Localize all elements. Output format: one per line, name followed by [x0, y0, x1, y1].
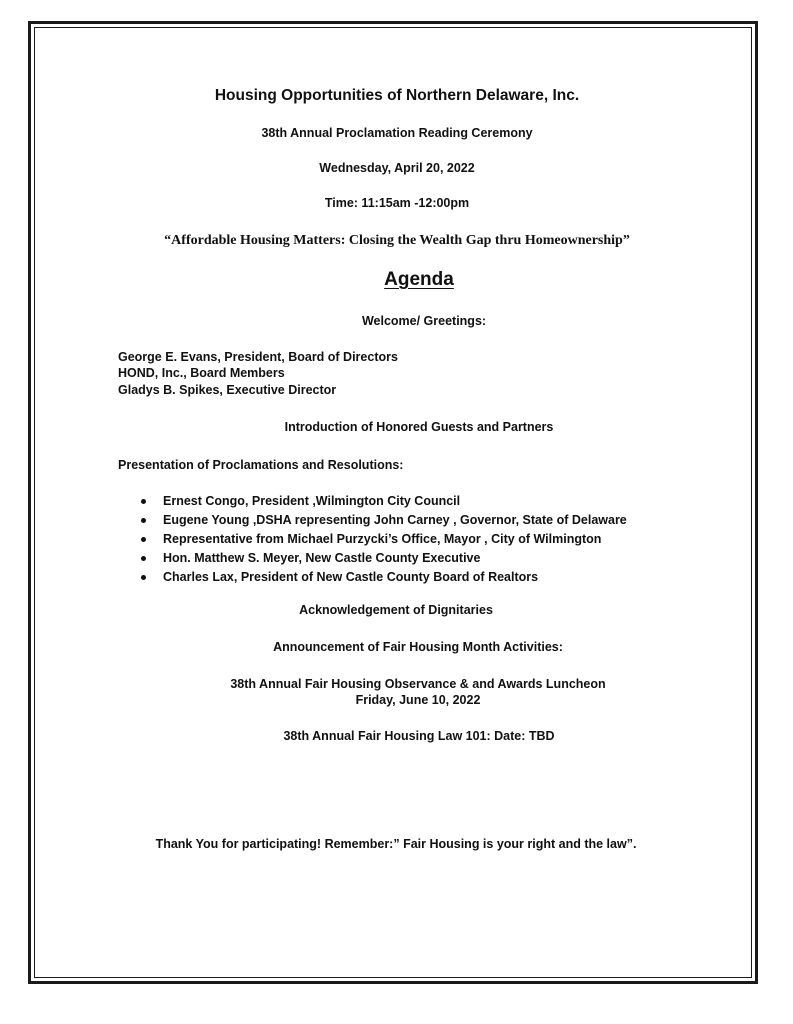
announcement-heading: Announcement of Fair Housing Month Activities: — [273, 640, 563, 654]
agenda-heading: Agenda — [384, 269, 454, 290]
closing-message: Thank You for participating! Remember:” Fair Housing is your right and the law”. — [155, 837, 637, 851]
host-line: George E. Evans, President, Board of Directors — [118, 350, 398, 364]
event-title: 38th Annual Proclamation Reading Ceremony — [261, 126, 533, 140]
presenter-name: Hon. Matthew S. Meyer, New Castle County Executive — [163, 551, 481, 565]
event-date: Wednesday, April 20, 2022 — [319, 161, 475, 175]
presenter-name: Eugene Young ,DSHA representing John Carney , Governor, State of Delaware — [163, 513, 627, 527]
bullet-icon — [141, 537, 146, 542]
presenter-name: Representative from Michael Purzycki’s Office, Mayor , City of Wilmington — [163, 532, 602, 546]
list-item — [138, 511, 627, 530]
list-item — [138, 530, 627, 549]
law-event: 38th Annual Fair Housing Law 101: Date: TBD — [283, 729, 555, 743]
event-theme: “Affordable Housing Matters: Closing the Wealth Gap thru Homeownership” — [164, 233, 630, 248]
list-item — [138, 568, 627, 587]
host-line: Gladys B. Spikes, Executive Director — [118, 383, 337, 397]
bullet-icon — [141, 518, 146, 523]
acknowledgement-heading: Acknowledgement of Dignitaries — [299, 603, 493, 617]
bullet-icon — [141, 575, 146, 580]
bullet-icon — [141, 556, 146, 561]
presenter-name: Ernest Congo, President ,Wilmington City Council — [163, 494, 461, 508]
luncheon-date: Friday, June 10, 2022 — [355, 693, 481, 707]
host-line: HOND, Inc., Board Members — [118, 366, 285, 380]
list-item — [138, 549, 627, 568]
presenters-list — [138, 492, 627, 587]
presenter-name: Charles Lax, President of New Castle County Board of Realtors — [163, 570, 539, 584]
luncheon-title: 38th Annual Fair Housing Observance & and Awards Luncheon — [230, 677, 606, 691]
presentation-heading: Presentation of Proclamations and Resolutions: — [118, 458, 404, 472]
list-item — [138, 492, 627, 511]
introduction-heading: Introduction of Honored Guests and Partners — [284, 420, 554, 434]
welcome-heading: Welcome/ Greetings: — [361, 314, 487, 328]
organization-title: Housing Opportunities of Northern Delaware, Inc. — [214, 87, 580, 104]
event-time: Time: 11:15am -12:00pm — [324, 196, 470, 210]
bullet-icon — [141, 499, 146, 504]
